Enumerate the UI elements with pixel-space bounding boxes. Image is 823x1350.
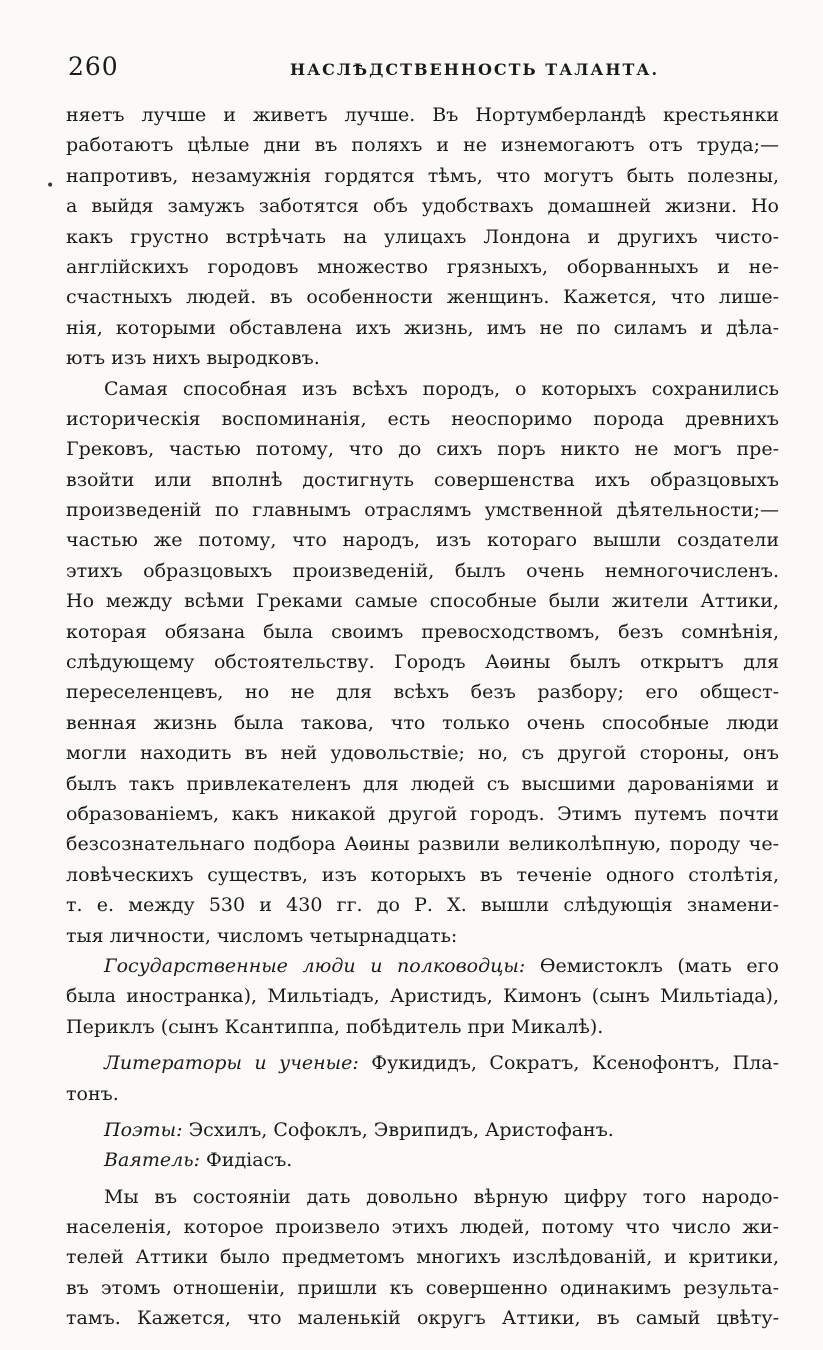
text-line: т. е. между 530 и 430 гг. до Р. Х. вышли слѣдующія знамени- xyxy=(66,894,779,917)
text-line: Периклъ (сынъ Ксантиппа, побѣдитель при Микалѣ). xyxy=(66,1015,604,1038)
text-line: напротивъ, незамужнія гордятся тѣмъ, что могутъ быть полезны, xyxy=(66,164,779,187)
text-line: тонъ. xyxy=(66,1082,119,1105)
literati-names: Фукидидъ, Сократъ, Ксенофонтъ, Пла- xyxy=(371,1052,779,1075)
statesmen-line xyxy=(66,951,779,981)
text-line: Самая способная изъ всѣхъ породъ, о которыхъ сохранились xyxy=(104,377,779,400)
text-line: безсознательнаго подбора Аѳины развили великолѣпную, породу че- xyxy=(66,833,779,856)
text-line: историческія воспоминанія, есть неоспоримо порода древнихъ xyxy=(66,407,779,430)
text-line: Мы въ состояніи дать довольно вѣрную цифру того народо- xyxy=(104,1185,779,1208)
text-line: переселенцевъ, но не для всѣхъ безъ разбору; его общест- xyxy=(66,681,779,704)
margin-mark: • xyxy=(46,178,55,194)
body-text xyxy=(66,100,779,1334)
text-line: тамъ. Кажется, что маленькій округъ Аттики, въ самый цвѣту- xyxy=(66,1307,779,1330)
category-label-literati: Литераторы и ученые: xyxy=(104,1052,359,1075)
poets-line xyxy=(66,1115,779,1145)
text-line: въ этомъ отношеніи, пришли къ совершенно одинакимъ результа- xyxy=(66,1276,779,1299)
running-title: НАСЛѢДСТВЕННОСТЬ ТАЛАНТА. xyxy=(290,60,660,79)
sculptor-line xyxy=(66,1145,779,1175)
text-line: могли находить въ ней удовольствіе; но, съ другой стороны, онъ xyxy=(66,742,779,765)
text-line: ютъ изъ нихъ выродковъ. xyxy=(66,347,320,370)
text-line: англійскихъ городовъ множество грязныхъ, оборванныхъ и не- xyxy=(66,255,779,278)
page-number: 260 xyxy=(68,52,119,81)
text-line: образованіемъ, какъ никакой другой городъ. Этимъ путемъ почти xyxy=(66,802,779,825)
text-line: работаютъ цѣлые дни въ поляхъ и не изнемогаютъ отъ труда;— xyxy=(66,134,779,157)
text-line: какъ грустно встрѣчать на улицахъ Лондона и другихъ чисто- xyxy=(66,225,779,248)
category-label-sculptor: Ваятель: xyxy=(104,1149,200,1172)
text-line: телей Аттики было предметомъ многихъ изслѣдованій, и критики, xyxy=(66,1246,779,1269)
text-line: нія, которыми обставлена ихъ жизнь, имъ не по силамъ и дѣла- xyxy=(66,316,779,339)
text-line: а выйдя замужъ заботятся объ удобствахъ домашней жизни. Но xyxy=(66,195,779,218)
text-line: слѣдующему обстоятельству. Городъ Аѳины былъ открытъ для xyxy=(66,651,779,674)
page-header xyxy=(68,52,763,84)
text-line: няетъ лучше и живетъ лучше. Въ Нортумберландѣ крестьянки xyxy=(66,104,779,126)
text-line: тыя личности, числомъ четырнадцать: xyxy=(66,924,458,947)
text-line: былъ такъ привлекателенъ для людей съ высшими дарованіями и xyxy=(66,772,779,795)
text-line: венная жизнь была такова, что только очень способные люди xyxy=(66,711,779,734)
text-line: населенія, которое произвело этихъ людей, потому что число жи- xyxy=(66,1216,779,1239)
text-line: взойти или вполнѣ достигнуть совершенства ихъ образцовыхъ xyxy=(66,468,779,491)
text-line: произведеній по главнымъ отраслямъ умственной дѣятельности;— xyxy=(66,499,779,522)
category-label-statesmen: Государственные люди и полководцы: xyxy=(104,954,526,977)
text-line: счастныхъ людей. въ особенности женщинъ. Кажется, что лише- xyxy=(66,286,779,309)
category-label-poets: Поэты: xyxy=(104,1118,183,1141)
text-line: которая обязана была своимъ превосходствомъ, безъ сомнѣнія, xyxy=(66,620,779,643)
text-line: Грековъ, частью потому, что до сихъ поръ никто не могъ пре- xyxy=(66,438,779,461)
text-line: этихъ образцовыхъ произведеній, былъ очень немногочисленъ. xyxy=(66,559,779,582)
text-line: была иностранка), Мильтіадъ, Аристидъ, Кимонъ (сынъ Мильтіада), xyxy=(66,985,779,1008)
text-line: Но между всѣми Греками самые способные были жители Аттики, xyxy=(66,590,779,613)
text-line: ловѣческихъ существъ, изъ которыхъ въ теченіе одного столѣтія, xyxy=(66,863,779,886)
poets-names: Эсхилъ, Софоклъ, Эврипидъ, Аристофанъ. xyxy=(188,1118,614,1141)
text-line: частью же потому, что народъ, изъ котораго вышли создатели xyxy=(66,529,779,552)
literati-line xyxy=(66,1048,779,1078)
statesmen-names: Ѳемистоклъ (мать его xyxy=(539,954,779,977)
sculptor-name: Фидіасъ. xyxy=(206,1149,293,1172)
